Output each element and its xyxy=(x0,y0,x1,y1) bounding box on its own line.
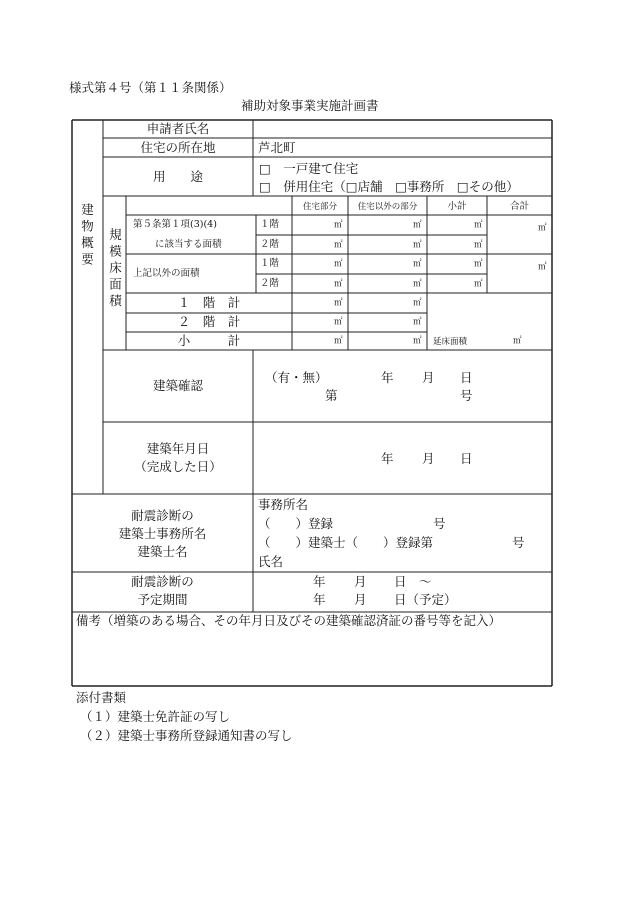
other-area-label: 上記以外の面積 xyxy=(133,268,200,279)
col-other: 住宅以外の部分 xyxy=(357,202,418,212)
gross-floor-area-label: 延床面積 xyxy=(433,337,468,347)
completion-date-label: （完成した日） xyxy=(134,459,222,474)
unit-mark: ㎡ xyxy=(413,220,422,230)
unit-mark: ㎡ xyxy=(334,240,343,250)
build-month: 月 xyxy=(422,451,435,466)
confirmation-yes-no: （有・無） xyxy=(265,370,328,385)
scale-floor-area-label: 規模床面積 xyxy=(107,228,123,311)
other-floor2: ２階 xyxy=(260,278,280,289)
unit-mark: ㎡ xyxy=(334,317,343,327)
unit-mark: ㎡ xyxy=(413,317,422,327)
build-year: 年 xyxy=(381,451,394,466)
col-total: 合計 xyxy=(509,201,529,212)
use-option-detached: □ 一戸建て住宅 xyxy=(259,161,359,176)
unit-mark: ㎡ xyxy=(334,298,343,308)
diagnosis-office-label2: 建築士事務所名 xyxy=(118,526,207,541)
art5-floor2: ２階 xyxy=(260,239,280,250)
unit-mark: ㎡ xyxy=(413,336,422,346)
unit-mark: ㎡ xyxy=(413,240,422,250)
address-label: 住宅の所在地 xyxy=(140,140,216,155)
remarks-label: 備考（増築のある場合、その年月日及びその建築確認済証の番号等を記入） xyxy=(76,613,502,628)
period-to-year: 年 xyxy=(313,592,326,607)
confirmation-no-prefix: 第 xyxy=(325,388,338,403)
unit-mark: ㎡ xyxy=(413,279,422,289)
unit-mark: ㎡ xyxy=(474,240,483,250)
unit-mark: ㎡ xyxy=(413,298,422,308)
unit-mark: ㎡ xyxy=(474,220,483,230)
registration-line: （ ）登録 xyxy=(258,516,334,531)
address-value: 芦北町 xyxy=(258,140,296,155)
confirmation-year: 年 xyxy=(381,370,394,385)
attachment-item: （１）建築士免許証の写し xyxy=(80,709,231,724)
col-residential: 住宅部分 xyxy=(302,202,337,212)
unit-mark: ㎡ xyxy=(334,220,343,230)
use-label: 用 途 xyxy=(152,169,203,184)
attachments-title: 添付書類 xyxy=(76,690,127,705)
build-date-label: 建築年月日 xyxy=(146,441,210,456)
architect-name-label: 建築士名 xyxy=(137,544,188,559)
unit-mark: ㎡ xyxy=(474,259,483,269)
period-from-day: 日 ～ xyxy=(394,574,432,589)
art5-label-line1: 第５条第１項(3)(4) xyxy=(133,219,217,230)
confirmation-month: 月 xyxy=(422,370,435,385)
period-to-day: 日（予定） xyxy=(394,592,457,607)
subtotal-label: 小 計 xyxy=(177,333,241,348)
unit-mark: ㎡ xyxy=(538,262,547,272)
office-name-label: 事務所名 xyxy=(258,497,309,512)
registration-no-suffix: 号 xyxy=(433,516,446,531)
unit-mark: ㎡ xyxy=(334,259,343,269)
other-floor1: １階 xyxy=(260,258,280,269)
form-title: 補助対象事業実施計画書 xyxy=(241,98,379,113)
diagnosis-office-label1: 耐震診断の xyxy=(131,508,194,523)
period-from-month: 月 xyxy=(354,574,367,589)
unit-mark: ㎡ xyxy=(334,279,343,289)
col-subtotal: 小計 xyxy=(447,201,467,212)
unit-mark: ㎡ xyxy=(474,279,483,289)
use-option-mixed: □ 併用住宅（□店舗 □事務所 □その他） xyxy=(259,179,519,194)
art5-floor1: １階 xyxy=(260,219,280,230)
floor2-total-label: ２ 階 計 xyxy=(177,314,241,329)
period-from-year: 年 xyxy=(313,574,326,589)
form-number: 様式第４号（第１１条関係） xyxy=(69,80,232,95)
build-day: 日 xyxy=(460,451,473,466)
unit-mark: ㎡ xyxy=(538,223,547,233)
floor1-total-label: １ 階 計 xyxy=(177,295,241,310)
confirmation-no-suffix: 号 xyxy=(460,388,473,403)
confirmation-day: 日 xyxy=(460,370,473,385)
architect-no-suffix: 号 xyxy=(512,535,525,550)
unit-mark: ㎡ xyxy=(513,336,522,346)
architect-registration-line: （ ）建築士（ ）登録第 xyxy=(258,535,434,550)
attachment-item: （２）建築士事務所登録通知書の写し xyxy=(80,728,293,743)
diagnosis-period-label1: 耐震診断の xyxy=(131,574,194,589)
diagnosis-period-label2: 予定期間 xyxy=(137,592,188,607)
period-to-month: 月 xyxy=(354,592,367,607)
applicant-name-label: 申請者氏名 xyxy=(146,121,210,136)
art5-label-line2: に該当する面積 xyxy=(155,239,222,250)
unit-mark: ㎡ xyxy=(413,259,422,269)
architect-name-field-label: 氏名 xyxy=(258,554,284,569)
building-overview-label: 建物概要 xyxy=(79,203,95,269)
unit-mark: ㎡ xyxy=(334,336,343,346)
building-confirmation-label: 建築確認 xyxy=(152,378,203,393)
